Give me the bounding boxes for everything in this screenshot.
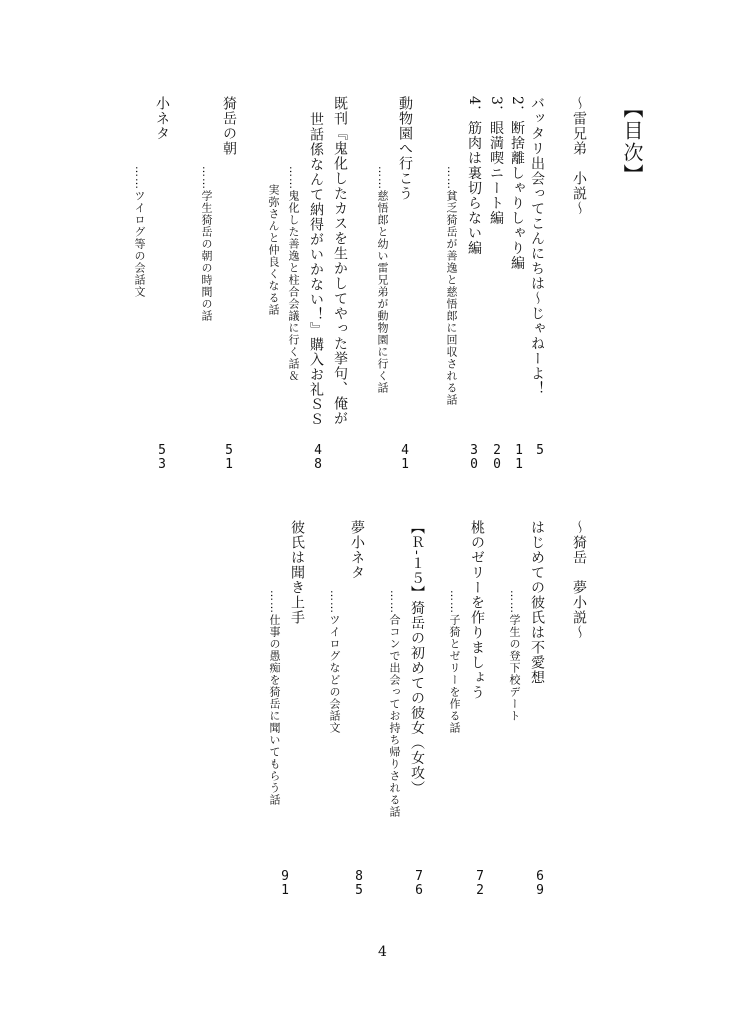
toc-entry-description-cont: 実弥さんと仲良くなる話 xyxy=(267,184,280,316)
toc-entry-title-cont: 世話係なんて納得がいかない！』購入お礼ＳＳ xyxy=(308,112,324,427)
toc-entry-description: ……学生猗岳の朝の時間の話 xyxy=(200,166,213,322)
page-number: 51 xyxy=(225,443,233,472)
section-heading-yuugaku: ～猗岳 夢小説～ xyxy=(571,520,587,640)
toc-entry-title: 小ネタ xyxy=(154,96,170,141)
page-number: 53 xyxy=(158,443,166,472)
toc-entry-title: 桃のゼリーを作りましょう xyxy=(469,520,485,700)
toc-entry-title: 4．筋肉は裏切らない編 xyxy=(466,96,482,256)
toc-entry-title: 夢小ネタ xyxy=(349,520,365,580)
toc-entry-title: 猗岳の朝 xyxy=(221,96,237,156)
toc-entry-title: 彼氏は聞き上手 xyxy=(289,520,305,625)
page-number: 69 xyxy=(536,869,544,898)
toc-entry-title: 3．眼満喫ニート編 xyxy=(488,96,504,226)
toc-entry-title: 既刊『鬼化したカスを生かしてやった挙句、俺が xyxy=(332,96,348,426)
toc-entry-description: ……合コンで出会ってお持ち帰りされる話 xyxy=(388,590,401,818)
toc-entry-description: ……ツイログ等の会話文 xyxy=(133,166,146,298)
page-number: 91 xyxy=(281,869,289,898)
toc-entry-title: 動物園へ行こう xyxy=(397,96,413,201)
toc-entry-description: ……慈悟郎と幼い雷兄弟が動物園に行く話 xyxy=(376,166,389,394)
page-number: 20 xyxy=(493,443,501,472)
toc-entry-description: ……ツイログなどの会話文 xyxy=(328,590,341,734)
toc-entry-description: ……子猗とゼリーを作る話 xyxy=(448,590,461,734)
page-folio: 4 xyxy=(378,944,387,960)
toc-entry-description: ……仕事の愚痴を猗岳に聞いてもらう話 xyxy=(268,590,281,806)
toc-entry-title: はじめての彼氏は不愛想 xyxy=(529,520,545,685)
toc-entry-title: バッタリ出会ってこんにちは～じゃねーよ！ xyxy=(529,96,545,396)
toc-entry-title: 【Ｒ-１５】猗岳の初めての彼女（女攻） xyxy=(409,520,425,796)
section-heading-raikyoudai: ～雷兄弟 小説～ xyxy=(571,96,587,216)
page-number: 72 xyxy=(476,869,484,898)
page-number: 85 xyxy=(355,869,363,898)
page-number: 48 xyxy=(314,443,322,472)
page-number: 5 xyxy=(536,443,544,458)
page-number: 76 xyxy=(415,869,423,898)
toc-entry-description: ……学生の登下校デート xyxy=(508,590,521,722)
toc-entry-description: ……貧乏猗岳が善逸と慈悟郎に回収される話 xyxy=(445,166,458,406)
toc-title: 【目次】 xyxy=(620,98,644,186)
page-number: 41 xyxy=(401,443,409,472)
page-number: 11 xyxy=(515,443,523,472)
page-number: 30 xyxy=(470,443,478,472)
toc-entry-description: ……鬼化した善逸と柱合会議に行く話＆ xyxy=(287,166,300,382)
toc-entry-title: 2．断捨離しゃりしゃり編 xyxy=(509,96,525,271)
